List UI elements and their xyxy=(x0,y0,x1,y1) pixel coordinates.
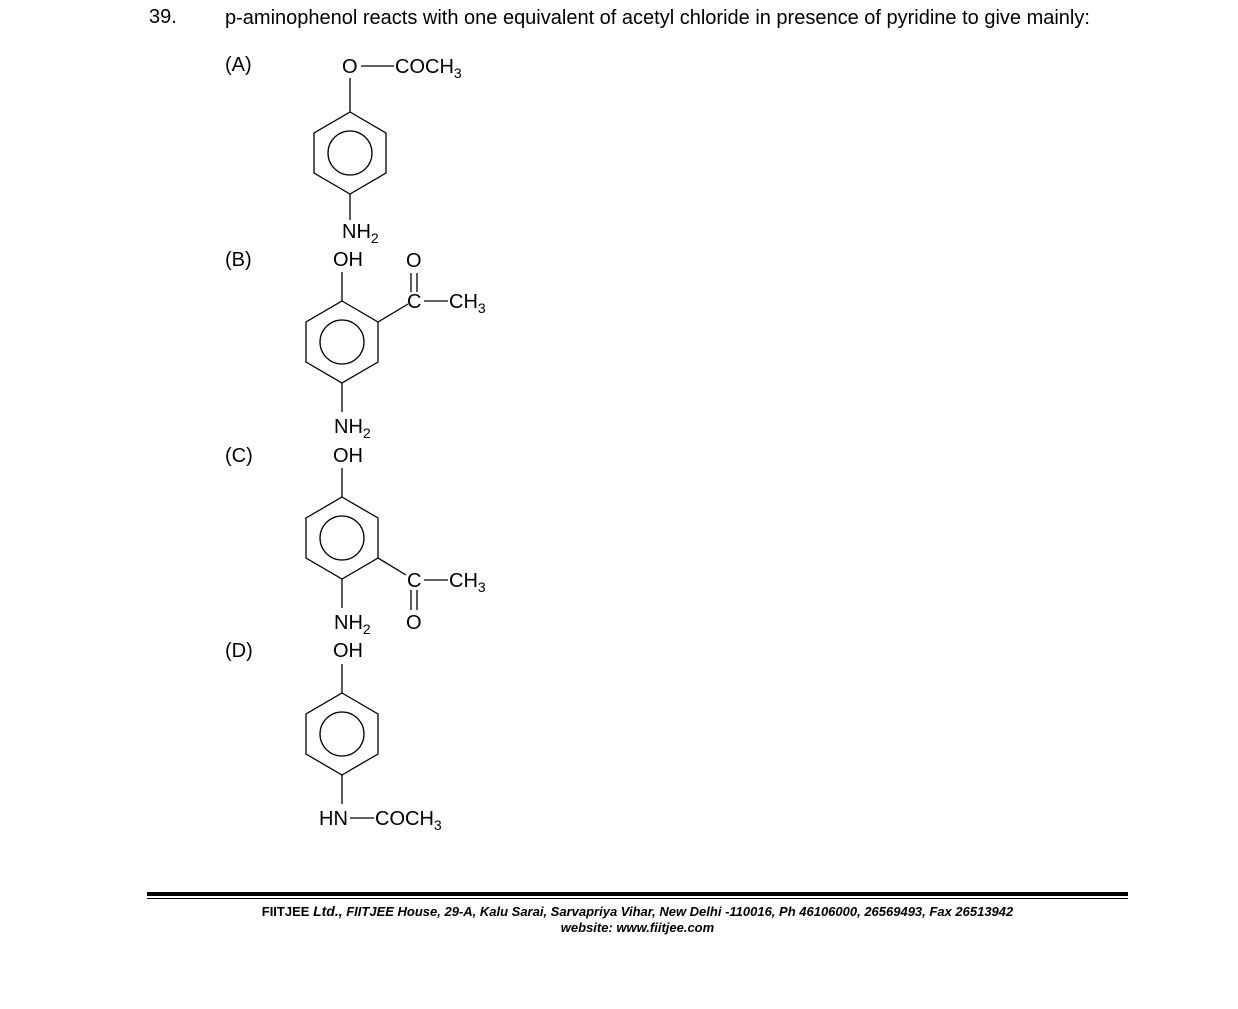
atom-label-a-acyl: $COCH_3$ xyxy=(395,56,462,81)
footer-rule-thin xyxy=(147,898,1128,899)
aromatic-circle-c xyxy=(320,516,364,560)
aromatic-circle-b xyxy=(320,320,364,364)
option-b-structure xyxy=(306,272,448,412)
atom-label-d-acyl: $COCH_3$ xyxy=(375,808,442,833)
atom-label-d-amide-nitrogen: HN xyxy=(319,808,348,830)
footer-website: website: www.fiitjee.com xyxy=(560,920,715,935)
benzene-ring-a xyxy=(314,112,386,194)
option-d-label: (D) xyxy=(225,640,253,662)
atom-label-c-hydroxyl: OH xyxy=(333,445,363,467)
option-c-label: (C) xyxy=(225,445,253,467)
aromatic-circle-d xyxy=(320,712,364,756)
benzene-ring-b xyxy=(306,301,378,383)
benzene-ring-c xyxy=(306,497,378,579)
option-b-label: (B) xyxy=(225,249,252,271)
option-c-structure xyxy=(306,468,448,610)
atom-label-c-methyl: $CH_3$ xyxy=(449,570,486,595)
atom-label-b-hydroxyl: OH xyxy=(333,249,363,271)
atom-label-a-amine: $NH_2$ xyxy=(342,221,379,246)
atom-label-a-oxygen: O xyxy=(342,56,358,78)
footer-address-line xyxy=(147,903,1128,920)
atom-label-b-oxygen: O xyxy=(406,250,422,272)
atom-label-c-amine: $NH_2$ xyxy=(334,612,371,637)
option-a-structure xyxy=(314,66,394,220)
atom-label-d-hydroxyl: OH xyxy=(333,640,363,662)
question-number: 39. xyxy=(149,6,177,28)
benzene-ring-d xyxy=(306,693,378,775)
atom-label-b-methyl: $CH_3$ xyxy=(449,291,486,316)
footer-brand: FIITJEE xyxy=(261,904,310,919)
question-text: p-aminophenol reacts with one equivalent of acetyl chloride in presence of pyridine to give mainly: xyxy=(225,7,1090,29)
option-a-label: (A) xyxy=(225,54,252,76)
aromatic-circle-a xyxy=(328,131,372,175)
atom-label-c-oxygen: O xyxy=(406,612,422,634)
atom-label-b-carbon: C xyxy=(407,291,422,313)
footer-ltd: Ltd., xyxy=(313,903,343,919)
bond-b-ring-carbonyl xyxy=(378,304,408,322)
atom-label-c-carbon: C xyxy=(407,570,422,592)
atom-label-b-amine: $NH_2$ xyxy=(334,416,371,441)
bond-c-ring-carbonyl xyxy=(378,558,406,575)
option-d-structure xyxy=(306,664,378,818)
footer-address: FIITJEE House, 29-A, Kalu Sarai, Sarvapriya Vihar, New Delhi -110016, Ph 46106000, 26569493, Fax 26513942 xyxy=(346,904,1014,919)
footer xyxy=(147,903,1128,936)
footer-rule-thick xyxy=(147,892,1128,896)
